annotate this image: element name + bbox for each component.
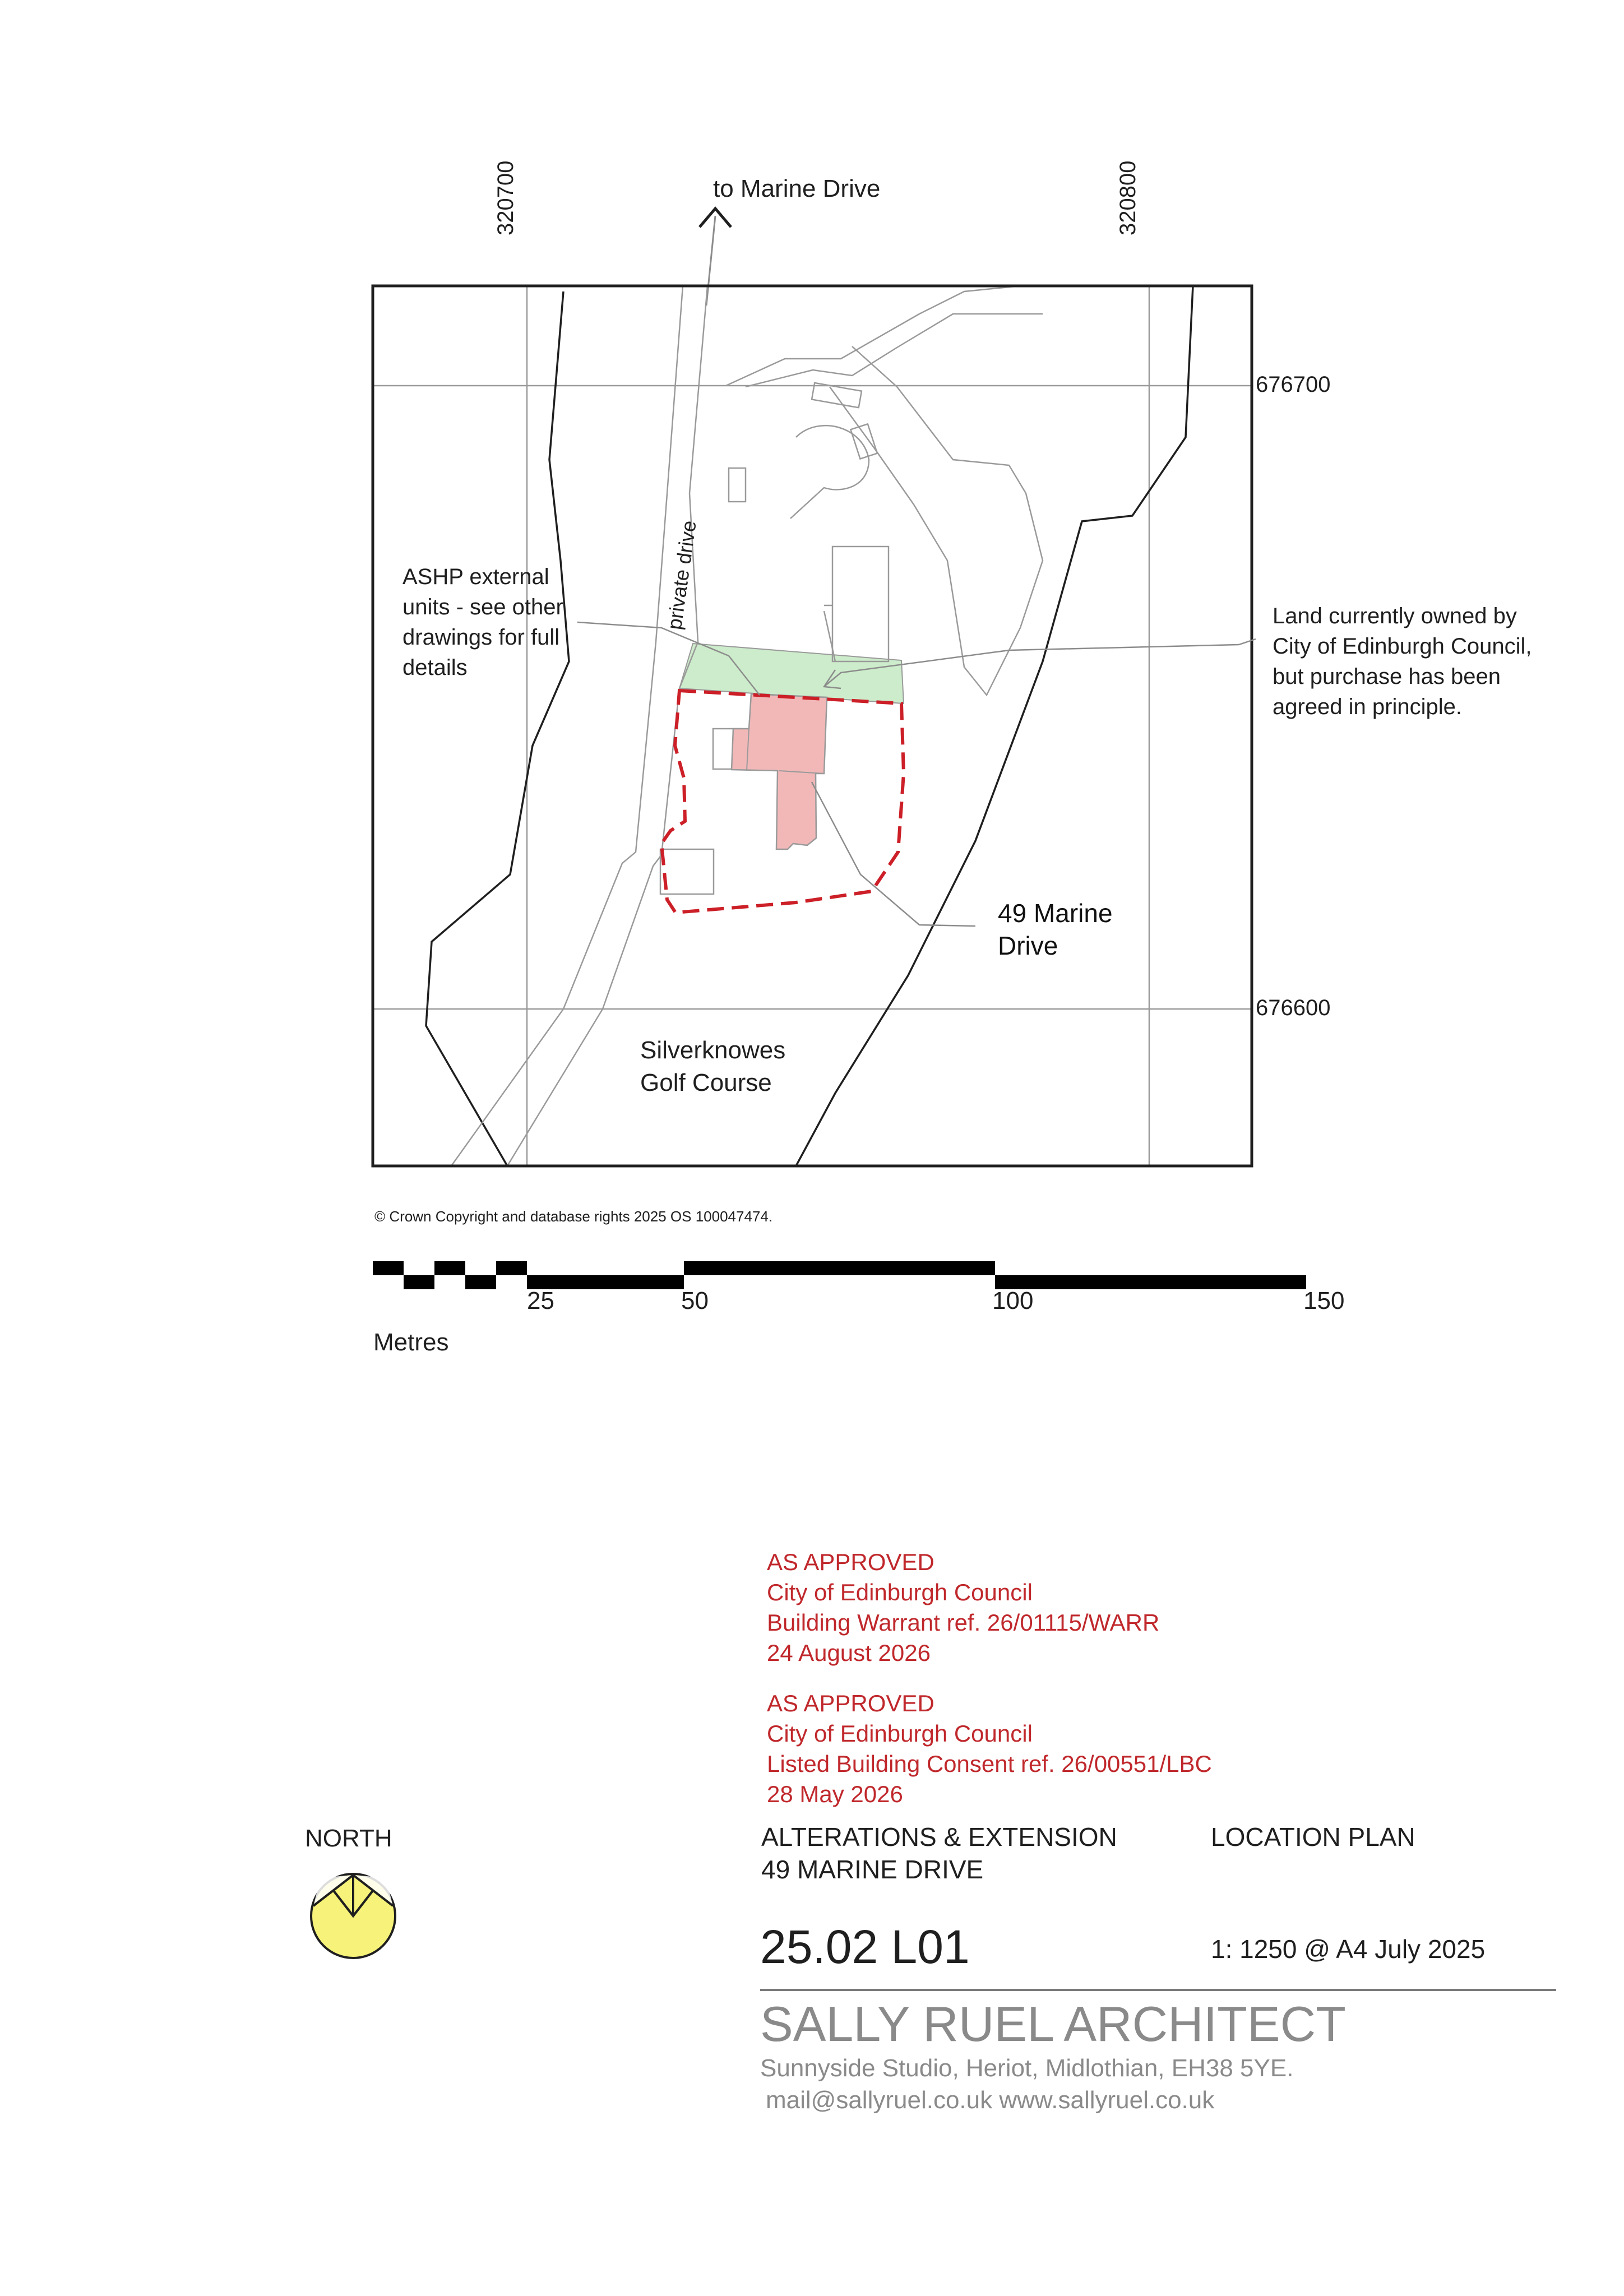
north-road-arrow-icon <box>700 209 731 305</box>
firm-contact: mail@sallyruel.co.uk www.sallyruel.co.uk <box>766 2086 1215 2114</box>
grid-y-label: 676600 <box>1256 996 1331 1020</box>
grid-x-label: 320800 <box>1116 160 1140 235</box>
council-land-area <box>679 644 904 703</box>
project-line-1: ALTERATIONS & EXTENSION <box>761 1822 1117 1851</box>
grid-x-label: 320700 <box>493 160 518 235</box>
land-note: Land currently owned by City of Edinburgh Council, but purchase has been agreed in principle. <box>1273 604 1532 719</box>
grid-y-label: 676700 <box>1256 372 1331 397</box>
title-divider <box>760 1989 1556 1991</box>
north-label: NORTH <box>305 1825 392 1852</box>
approval-stamp-warrant: AS APPROVED City of Edinburgh Council Building Warrant ref. 26/01115/WARR 24 August 2026 <box>767 1549 1160 1666</box>
map-top-label: to Marine Drive <box>713 175 881 202</box>
firm-address: Sunnyside Studio, Heriot, Midlothian, EH38 5YE. <box>760 2054 1294 2082</box>
scale-tick-label: 100 <box>992 1287 1034 1314</box>
copyright-note: © Crown Copyright and database rights 2025 OS 100047474. <box>374 1208 773 1225</box>
scale-tick-label: 50 <box>681 1287 709 1314</box>
ashp-note: ASHP external units - see other drawings for full details <box>402 564 563 680</box>
scale-bar <box>373 1261 1306 1289</box>
scale-date: 1: 1250 @ A4 July 2025 <box>1211 1934 1486 1964</box>
scale-unit-label: Metres <box>373 1328 449 1356</box>
drawing-number: 25.02 L01 <box>760 1920 970 1973</box>
project-line-2: 49 MARINE DRIVE <box>761 1855 984 1884</box>
leader-lines <box>577 622 1256 926</box>
site-label: 49 Marine Drive <box>998 899 1113 960</box>
north-arrow-icon <box>311 1874 395 1958</box>
approval-stamp-lbc: AS APPROVED City of Edinburgh Council Listed Building Consent ref. 26/00551/LBC 28 May 2026 <box>767 1690 1212 1807</box>
scale-tick-label: 25 <box>527 1287 554 1314</box>
site-building <box>732 694 827 849</box>
map-features <box>426 286 1193 1166</box>
road-label: private drive <box>663 519 701 631</box>
drawing-title: LOCATION PLAN <box>1211 1822 1415 1851</box>
golf-course-label: Silverknowes Golf Course <box>640 1036 786 1096</box>
scale-tick-label: 150 <box>1303 1287 1345 1314</box>
firm-name: SALLY RUEL ARCHITECT <box>760 1996 1346 2052</box>
